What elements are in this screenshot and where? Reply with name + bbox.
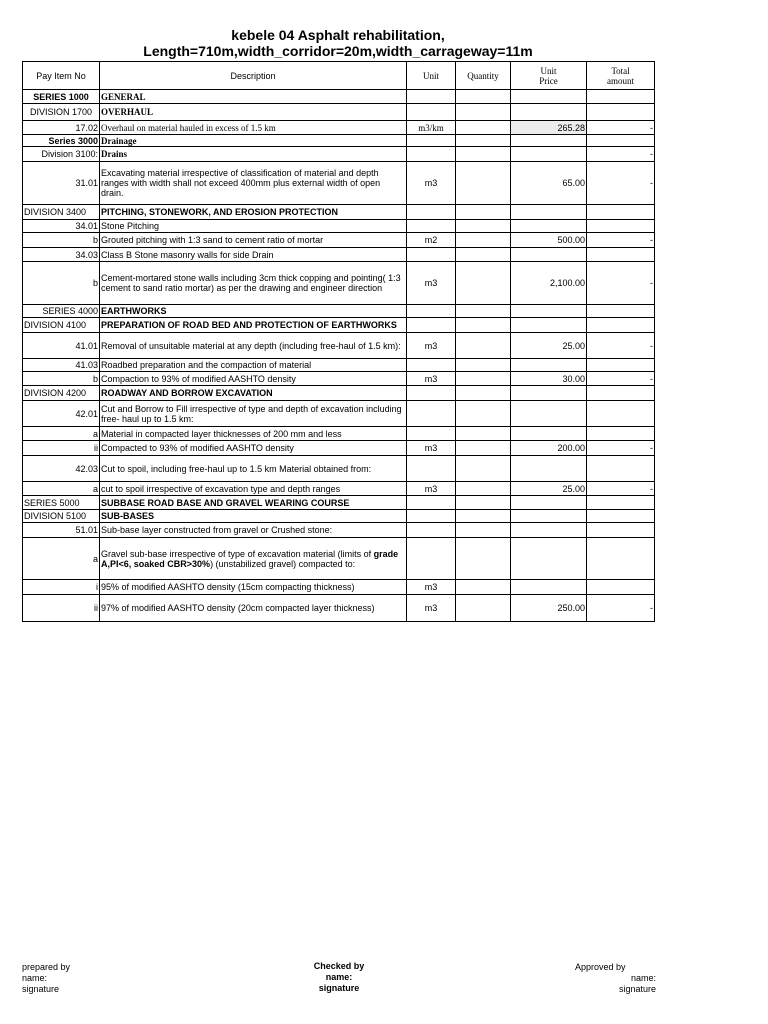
quantity-cell: [456, 135, 511, 147]
unit-cell: m2: [407, 233, 456, 248]
pay-item-no-cell: 42.01: [23, 401, 100, 427]
unit-price-cell: [511, 427, 587, 441]
quantity-cell: [456, 372, 511, 386]
description-cell: [100, 538, 407, 580]
quantity-cell: [456, 580, 511, 595]
table-row: [23, 248, 655, 262]
unit-cell: m3: [407, 162, 456, 205]
description-cell: OVERHAUL: [100, 104, 407, 121]
quantity-cell: [456, 205, 511, 220]
pay-item-no-cell: 41.01: [23, 333, 100, 359]
quantity-cell: [456, 456, 511, 482]
table-row: [23, 262, 655, 305]
approved-signature-label: signature: [618, 984, 656, 994]
bill-of-quantities-table: [22, 61, 655, 622]
unit-price-cell: [511, 510, 587, 523]
description-cell: EARTHWORKS: [100, 305, 407, 318]
table-row: [23, 496, 655, 510]
pay-item-no-cell: a: [23, 482, 100, 496]
pay-item-no-cell: SERIES 1000: [23, 90, 100, 104]
table-row: [23, 205, 655, 220]
pay-item-no-cell: 51.01: [23, 523, 100, 538]
unit-price-cell: [511, 386, 587, 401]
total-amount-cell: [587, 401, 655, 427]
unit-cell: [407, 305, 456, 318]
header-total-amount: [587, 62, 655, 90]
pay-item-no-cell: 41.03: [23, 359, 100, 372]
description-cell: Cut and Borrow to Fill irrespective of type and depth of excavation including free- haul up to 1.5 km:: [100, 401, 407, 427]
quantity-cell: [456, 510, 511, 523]
pay-item-no-cell: DIVISION 5100: [23, 510, 100, 523]
pay-item-no-cell: 31.01: [23, 162, 100, 205]
unit-cell: [407, 248, 456, 262]
quantity-cell: [456, 333, 511, 359]
quantity-cell: [456, 523, 511, 538]
unit-cell: [407, 135, 456, 147]
unit-price-cell: 2,100.00: [511, 262, 587, 305]
table-row: [23, 121, 655, 135]
unit-cell: m3: [407, 372, 456, 386]
pay-item-no-cell: Division 3100:: [23, 147, 100, 162]
table-row: [23, 456, 655, 482]
header-total-line-2: amount: [607, 75, 634, 86]
total-amount-cell: [587, 523, 655, 538]
unit-price-cell: [511, 318, 587, 333]
unit-price-cell: [511, 523, 587, 538]
total-amount-cell: -: [587, 233, 655, 248]
table-row: [23, 538, 655, 580]
pay-item-no-cell: b: [23, 372, 100, 386]
unit-price-cell: [511, 90, 587, 104]
prepared-signature-label: signature: [22, 984, 60, 994]
description-cell: PITCHING, STONEWORK, AND EROSION PROTECTION: [100, 205, 407, 220]
quantity-cell: [456, 318, 511, 333]
pay-item-no-cell: DIVISION 3400: [23, 205, 100, 220]
total-amount-cell: -: [587, 441, 655, 456]
table-row: [23, 220, 655, 233]
description-cell: Drains: [100, 147, 407, 162]
table-row: [23, 305, 655, 318]
header-description: Description: [100, 62, 407, 90]
unit-cell: [407, 386, 456, 401]
header-pay-item-no: Pay Item No: [23, 62, 100, 90]
quantity-cell: [456, 401, 511, 427]
unit-cell: [407, 496, 456, 510]
header-unit: Unit: [407, 62, 456, 90]
table-row: [23, 386, 655, 401]
unit-cell: [407, 401, 456, 427]
quantity-cell: [456, 386, 511, 401]
description-text: Gravel sub-base irrespective of type of excavation material (limits of: [101, 548, 374, 559]
unit-price-cell: 65.00: [511, 162, 587, 205]
description-emphasis: grade A,PI<6, soaked CBR>30%: [101, 548, 399, 569]
total-amount-cell: -: [587, 482, 655, 496]
description-cell: Overhaul on material hauled in excess of 1.5 km: [100, 121, 407, 135]
quantity-cell: [456, 305, 511, 318]
checked-signature-label: signature: [318, 983, 360, 993]
pay-item-no-cell: DIVISION 1700: [23, 104, 100, 121]
unit-price-cell: 250.00: [511, 595, 587, 622]
unit-price-cell: [511, 538, 587, 580]
total-amount-cell: [587, 386, 655, 401]
pay-item-no-cell: 17.02: [23, 121, 100, 135]
pay-item-no-cell: ii: [23, 595, 100, 622]
approved-by-block: [560, 962, 656, 995]
unit-cell: [407, 538, 456, 580]
description-cell: Class B Stone masonry walls for side Drain: [100, 248, 407, 262]
description-cell: Stone Pitching: [100, 220, 407, 233]
unit-cell: [407, 220, 456, 233]
quantity-cell: [456, 248, 511, 262]
unit-cell: [407, 318, 456, 333]
quantity-cell: [456, 359, 511, 372]
unit-price-cell: [511, 359, 587, 372]
description-cell: GENERAL: [100, 90, 407, 104]
unit-price-cell: [511, 401, 587, 427]
pay-item-no-cell: DIVISION 4100: [23, 318, 100, 333]
table-row: [23, 318, 655, 333]
total-amount-cell: [587, 104, 655, 121]
total-amount-cell: -: [587, 121, 655, 135]
unit-price-cell: [511, 456, 587, 482]
total-amount-cell: -: [587, 147, 655, 162]
table-body: [23, 90, 655, 622]
quantity-cell: [456, 441, 511, 456]
pay-item-no-cell: SERIES 4000: [23, 305, 100, 318]
total-amount-cell: [587, 318, 655, 333]
table-row: [23, 580, 655, 595]
pay-item-no-cell: 42.03: [23, 456, 100, 482]
quantity-cell: [456, 482, 511, 496]
unit-cell: [407, 510, 456, 523]
quantity-cell: [456, 233, 511, 248]
quantity-cell: [456, 104, 511, 121]
table-row: [23, 595, 655, 622]
description-text-end: ) (unstabilized gravel) compacted to:: [210, 558, 356, 569]
total-amount-cell: [587, 220, 655, 233]
prepared-name-label: name:: [22, 973, 48, 983]
description-cell: cut to spoil irrespective of excavation type and depth ranges: [100, 482, 407, 496]
checked-by-label: Checked by: [313, 961, 365, 971]
unit-cell: m3: [407, 441, 456, 456]
unit-cell: m3/km: [407, 121, 456, 135]
description-cell: Cut to spoil, including free-haul up to 1.5 km Material obtained from:: [100, 456, 407, 482]
unit-price-cell: [511, 205, 587, 220]
table-row: [23, 135, 655, 147]
total-amount-cell: [587, 305, 655, 318]
total-amount-cell: -: [587, 333, 655, 359]
description-cell: Sub-base layer constructed from gravel or Crushed stone:: [100, 523, 407, 538]
unit-price-cell: [511, 248, 587, 262]
pay-item-no-cell: i: [23, 580, 100, 595]
quantity-cell: [456, 538, 511, 580]
header-unit-price: [511, 62, 587, 90]
table-row: [23, 372, 655, 386]
pay-item-no-cell: b: [23, 233, 100, 248]
table-row: [23, 359, 655, 372]
table-header: [23, 62, 655, 90]
unit-cell: m3: [407, 262, 456, 305]
checked-by-block: [300, 961, 378, 998]
quantity-cell: [456, 595, 511, 622]
pay-item-no-cell: 34.03: [23, 248, 100, 262]
unit-cell: [407, 147, 456, 162]
header-unit-price-line-1: Unit: [540, 65, 557, 76]
description-cell: Roadbed preparation and the compaction of material: [100, 359, 407, 372]
unit-cell: [407, 205, 456, 220]
unit-price-cell: 265.28: [511, 121, 587, 135]
prepared-by-block: [22, 962, 70, 995]
total-amount-cell: [587, 359, 655, 372]
quantity-cell: [456, 121, 511, 135]
document-title-line-2: Length=710m,width_corridor=20m,width_carrageway=11m: [143, 43, 533, 59]
total-amount-cell: -: [587, 162, 655, 205]
unit-cell: [407, 104, 456, 121]
checked-name-label: name:: [325, 972, 353, 982]
unit-price-cell: [511, 147, 587, 162]
unit-cell: m3: [407, 580, 456, 595]
unit-price-cell: [511, 135, 587, 147]
description-cell: SUB-BASES: [100, 510, 407, 523]
total-amount-cell: [587, 456, 655, 482]
approved-by-label: Approved by: [575, 962, 626, 972]
pay-item-no-cell: b: [23, 262, 100, 305]
total-amount-cell: [587, 248, 655, 262]
unit-price-cell: 25.00: [511, 333, 587, 359]
header-total-line-1: Total: [611, 65, 630, 76]
description-cell: Compaction to 93% of modified AASHTO density: [100, 372, 407, 386]
total-amount-cell: -: [587, 595, 655, 622]
description-cell: Compacted to 93% of modified AASHTO density: [100, 441, 407, 456]
unit-price-cell: [511, 104, 587, 121]
table-row: [23, 333, 655, 359]
unit-cell: [407, 90, 456, 104]
table-row: [23, 233, 655, 248]
unit-cell: m3: [407, 595, 456, 622]
description-cell: Excavating material irrespective of classification of material and depth ranges with width shall not exceed 400mm plus external width of open drain.: [100, 162, 407, 205]
table-row: [23, 147, 655, 162]
table-row: [23, 90, 655, 104]
total-amount-cell: [587, 496, 655, 510]
description-cell: Material in compacted layer thicknesses of 200 mm and less: [100, 427, 407, 441]
header-unit-price-line-2: Price: [539, 75, 558, 86]
pay-item-no-cell: a: [23, 427, 100, 441]
total-amount-cell: [587, 538, 655, 580]
unit-cell: m3: [407, 482, 456, 496]
quantity-cell: [456, 262, 511, 305]
pay-item-no-cell: 34.01: [23, 220, 100, 233]
total-amount-cell: -: [587, 262, 655, 305]
unit-price-cell: [511, 580, 587, 595]
pay-item-no-cell: Series 3000: [23, 135, 100, 147]
table-row: [23, 482, 655, 496]
description-cell: 97% of modified AASHTO density (20cm compacted layer thickness): [100, 595, 407, 622]
header-row: [23, 62, 655, 90]
description-cell: PREPARATION OF ROAD BED AND PROTECTION OF EARTHWORKS: [100, 318, 407, 333]
description-cell: Removal of unsuitable material at any depth (including free-haul of 1.5 km):: [100, 333, 407, 359]
quantity-cell: [456, 147, 511, 162]
approved-name-label: name:: [630, 973, 656, 983]
total-amount-cell: [587, 205, 655, 220]
total-amount-cell: -: [587, 372, 655, 386]
description-cell: SUBBASE ROAD BASE AND GRAVEL WEARING COURSE: [100, 496, 407, 510]
total-amount-cell: [587, 90, 655, 104]
quantity-cell: [456, 90, 511, 104]
header-quantity: Quantity: [456, 62, 511, 90]
table-row: [23, 162, 655, 205]
quantity-cell: [456, 427, 511, 441]
unit-cell: [407, 359, 456, 372]
total-amount-cell: [587, 135, 655, 147]
table-row: [23, 401, 655, 427]
description-cell: Grouted pitching with 1:3 sand to cement ratio of mortar: [100, 233, 407, 248]
unit-price-cell: [511, 496, 587, 510]
unit-price-cell: 500.00: [511, 233, 587, 248]
document-title-line-1: kebele 04 Asphalt rehabilitation,: [231, 27, 445, 43]
total-amount-cell: [587, 510, 655, 523]
table-row: [23, 441, 655, 456]
unit-cell: [407, 427, 456, 441]
description-cell: 95% of modified AASHTO density (15cm compacting thickness): [100, 580, 407, 595]
pay-item-no-cell: DIVISION 4200: [23, 386, 100, 401]
prepared-by-label: prepared by: [22, 962, 71, 972]
total-amount-cell: [587, 580, 655, 595]
unit-cell: m3: [407, 333, 456, 359]
unit-price-cell: 200.00: [511, 441, 587, 456]
unit-cell: [407, 523, 456, 538]
unit-cell: [407, 456, 456, 482]
quantity-cell: [456, 496, 511, 510]
unit-price-cell: [511, 305, 587, 318]
pay-item-no-cell: ii: [23, 441, 100, 456]
table-row: [23, 523, 655, 538]
description-cell: Cement-mortared stone walls including 3cm thick copping and pointing( 1:3 cement to sand ratio mortar) as per the drawing and engineer direction: [100, 262, 407, 305]
pay-item-no-cell: SERIES 5000: [23, 496, 100, 510]
description-cell: Drainage: [100, 135, 407, 147]
unit-price-cell: 25.00: [511, 482, 587, 496]
unit-price-cell: 30.00: [511, 372, 587, 386]
table-row: [23, 510, 655, 523]
total-amount-cell: [587, 427, 655, 441]
pay-item-no-cell: a: [23, 538, 100, 580]
description-cell: ROADWAY AND BORROW EXCAVATION: [100, 386, 407, 401]
unit-price-cell: [511, 220, 587, 233]
quantity-cell: [456, 220, 511, 233]
quantity-cell: [456, 162, 511, 205]
table-row: [23, 427, 655, 441]
table-row: [23, 104, 655, 121]
